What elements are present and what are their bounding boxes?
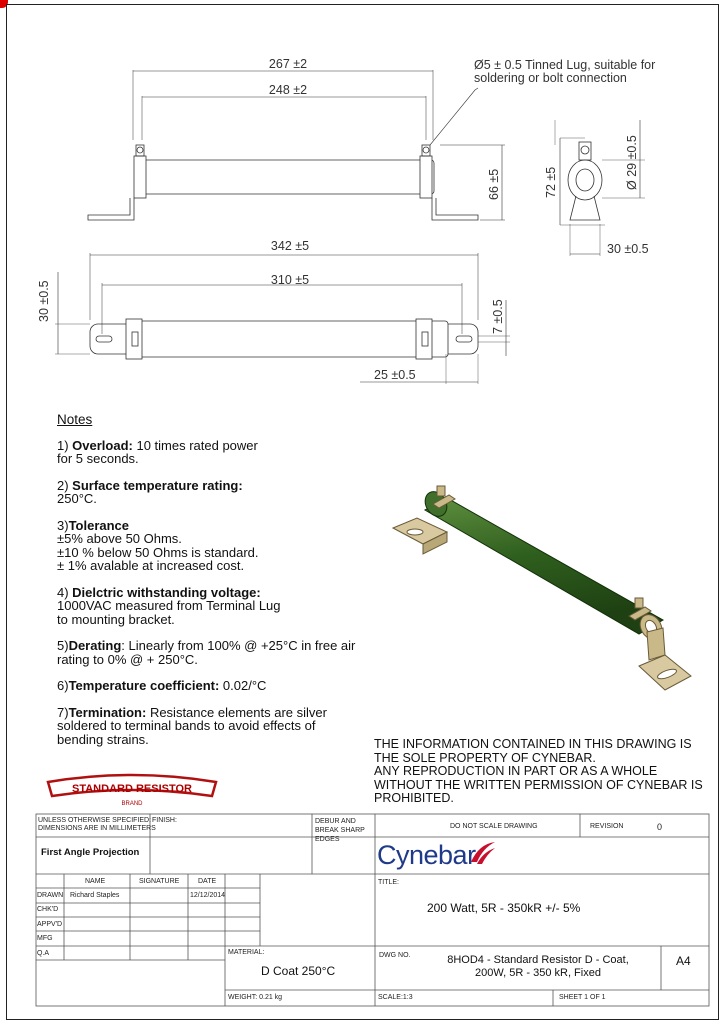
dwg-line2: 200W, 5R - 350 kR, Fixed: [475, 967, 601, 979]
col-date: DATE: [198, 878, 217, 885]
col-signature: SIGNATURE: [139, 878, 180, 885]
note-text: 0.02/°C: [219, 678, 267, 693]
note-line: [57, 519, 387, 533]
debur-line2: BREAK SHARP: [315, 827, 365, 834]
note-number: 5): [57, 638, 69, 653]
revision-label: REVISION: [590, 823, 624, 830]
title-label: TITLE:: [378, 879, 400, 886]
note-heading: Derating: [68, 638, 122, 653]
dim-plan-slot: 7 ±0.5: [491, 299, 505, 334]
unless-line1: UNLESS OTHERWISE SPECIFIED:: [38, 817, 152, 824]
note-line: bending strains.: [57, 731, 149, 747]
note-line: for 5 seconds.: [57, 451, 139, 466]
disclaimer-line: THE INFORMATION CONTAINED IN THIS DRAWING IS: [374, 737, 692, 751]
note-item: [57, 519, 387, 573]
note-heading: Surface temperature rating:: [72, 477, 243, 493]
disclaimer-line: PROHIBITED.: [374, 791, 454, 805]
projection-label: First Angle Projection: [41, 847, 140, 858]
row-qa: Q.A: [37, 950, 50, 957]
dim-plan-inner: 310 ±5: [270, 273, 310, 287]
note-line: [57, 679, 387, 693]
debur-note: [315, 817, 365, 844]
note-text: 10 times rated power: [132, 437, 258, 453]
dwg-line1: 8HOD4 - Standard Resistor D - Coat,: [447, 954, 629, 966]
note-heading: Termination:: [68, 704, 147, 720]
note-number: 1): [57, 437, 73, 453]
dim-plan-width: 30 ±0.5: [37, 280, 51, 322]
notes-title: Notes: [57, 412, 93, 427]
dim-height-lug: 66 ±5: [487, 168, 501, 200]
unless-specified: [38, 817, 156, 833]
note-text: Resistance elements are silver: [146, 704, 327, 720]
sheet-size: A4: [676, 954, 691, 968]
dim-top-between-bands: 248 ±2: [268, 83, 308, 97]
notes-section: [57, 413, 387, 759]
cynebar-wordmark: Cynebar: [377, 840, 476, 870]
note-line: soldered to terminal bands to avoid effects of: [57, 718, 316, 733]
note-line: [57, 479, 387, 493]
finish-label: FINISH:: [152, 817, 177, 824]
standard-resistor-brand-text: BRAND: [121, 801, 143, 807]
dim-side-base: 30 ±0.5: [607, 242, 649, 256]
unless-line2: DIMENSIONS ARE IN MILLIMETERS: [38, 825, 156, 832]
note-number: 4): [57, 584, 73, 600]
dim-plan-overall: 342 ±5: [270, 239, 310, 253]
row-mfg: MFG: [37, 935, 53, 942]
note-line: ±10 % below 50 Ohms is standard.: [57, 544, 259, 560]
note-number: 6): [57, 678, 69, 693]
debur-line3: EDGES: [315, 836, 340, 843]
row-drawn: DRAWN: [37, 892, 64, 899]
scale-label: SCALE:1:3: [378, 994, 413, 1001]
note-number: 3): [57, 517, 69, 533]
note-heading: Dielctric withstanding voltage:: [72, 584, 261, 600]
disclaimer-line: ANY REPRODUCTION IN PART OR AS A WHOLE: [374, 764, 658, 778]
weight-label: WEIGHT: 0.21 kg: [228, 994, 283, 1001]
title-value: 200 Watt, 5R - 350kR +/- 5%: [427, 901, 581, 915]
note-line: 1000VAC measured from Terminal Lug: [57, 598, 281, 613]
note-line: [57, 706, 387, 720]
note-number: 7): [57, 704, 69, 720]
note-heading: Temperature coefficient:: [68, 678, 220, 693]
cynebar-swoosh-icon: [469, 840, 497, 866]
note-line: [57, 439, 387, 453]
lug-note-line1: Ø5 ± 0.5 Tinned Lug, suitable for: [474, 58, 656, 72]
note-heading: Tolerance: [68, 517, 130, 533]
dim-plan-tab: 25 ±0.5: [374, 368, 416, 382]
note-line: [57, 586, 387, 600]
note-line: rating to 0% @ + 250°C.: [57, 651, 198, 667]
note-item: [57, 439, 387, 466]
dwg-label: DWG NO.: [379, 952, 411, 959]
note-item: [57, 586, 387, 627]
note-line: [57, 639, 387, 653]
drawn-name: Richard Staples: [70, 892, 120, 899]
note-item: [57, 679, 387, 693]
dwg-number: [413, 954, 663, 980]
cynebar-logo: [377, 838, 577, 872]
note-item: [57, 706, 387, 747]
disclaimer: [374, 738, 709, 806]
disclaimer-line: WITHOUT THE WRITTEN PERMISSION OF CYNEBAR IS: [374, 777, 703, 792]
note-item: [57, 639, 387, 666]
note-number: 2): [57, 477, 73, 493]
note-item: [57, 479, 387, 506]
dim-side-height: 72 ±5: [544, 166, 558, 198]
note-line: to mounting bracket.: [57, 611, 175, 627]
notes-list: [57, 439, 387, 747]
do-not-scale-label: DO NOT SCALE DRAWING: [450, 823, 538, 830]
standard-resistor-text: STANDARD RESISTOR: [72, 783, 192, 795]
note-heading: Overload:: [72, 437, 133, 453]
resistor-3d-render: [385, 480, 695, 700]
sheet-number: SHEET 1 OF 1: [559, 994, 606, 1001]
revision-value: 0: [657, 822, 663, 832]
dim-top-overall: 267 ±2: [268, 57, 308, 71]
material-label: MATERIAL:: [228, 949, 265, 956]
note-line: 250°C.: [57, 491, 97, 506]
drawn-date: 12/12/2014: [190, 892, 226, 899]
disclaimer-line: THE SOLE PROPERTY OF CYNEBAR.: [374, 750, 596, 765]
note-text: : Linearly from 100% @ +25°C in free air: [121, 638, 356, 653]
row-appvd: APPV'D: [37, 921, 63, 928]
standard-resistor-logo: [46, 772, 218, 808]
note-line: ± 1% avalable at increased cost.: [57, 558, 245, 573]
lug-note-line2: soldering or bolt connection: [474, 71, 627, 85]
dim-side-diameter: Ø 29 ±0.5: [625, 135, 639, 190]
debur-line1: DEBUR AND: [315, 818, 356, 825]
technical-drawing-views: [0, 0, 725, 420]
material-value: D Coat 250°C: [261, 964, 336, 978]
col-name: NAME: [85, 878, 106, 885]
row-chkd: CHK'D: [37, 906, 59, 913]
note-line: ±5% above 50 Ohms.: [57, 531, 182, 546]
